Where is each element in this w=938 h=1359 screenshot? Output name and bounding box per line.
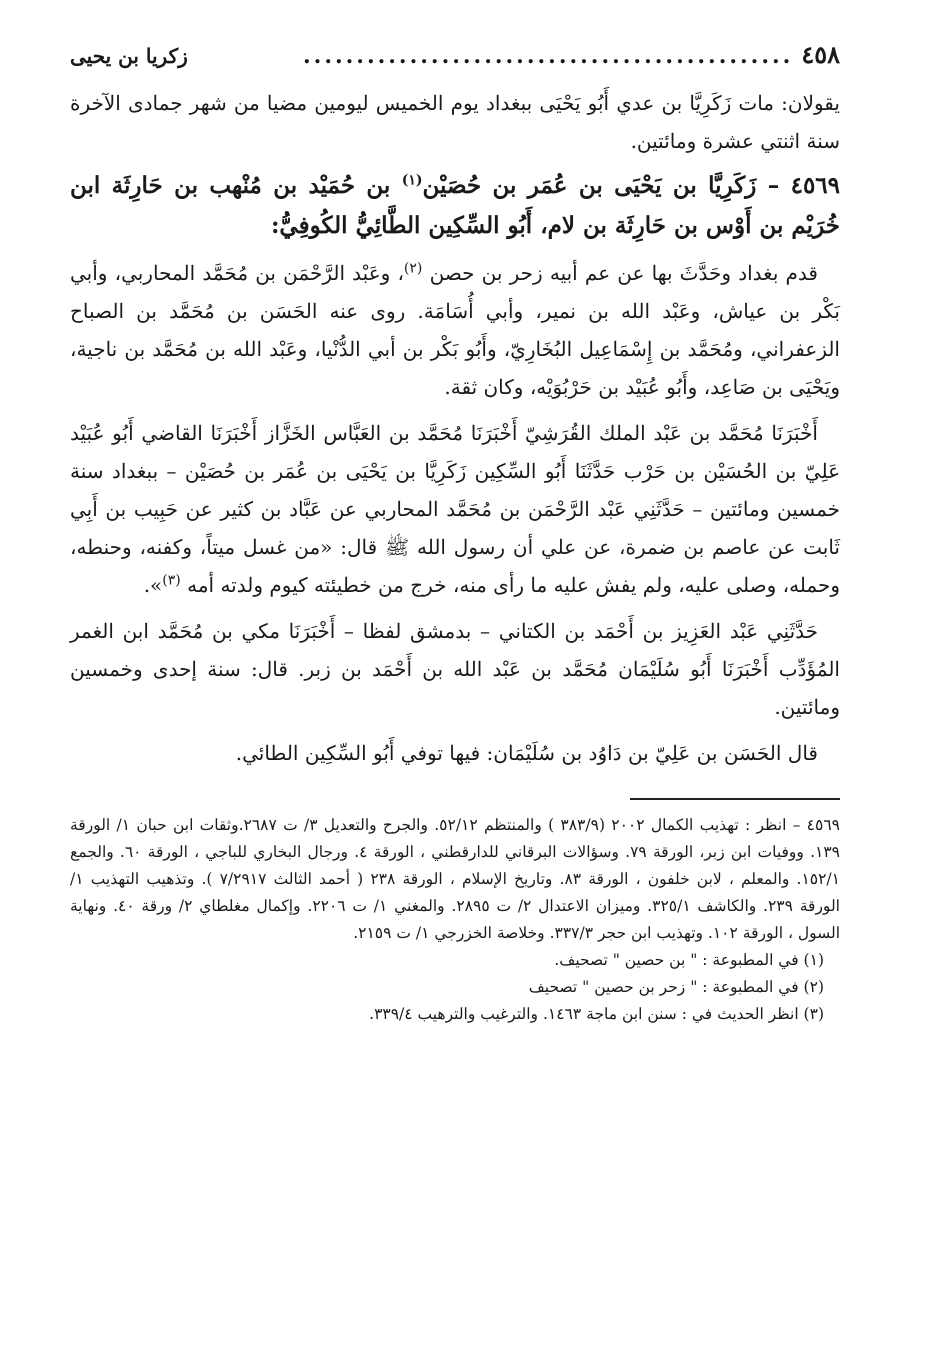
chain-paragraph: حَدَّثَنِي عَبْد العَزِيز بن أَحْمَد بن الكتاني – بدمشق لفظا – أَخْبَرَنَا مكي بن مُحَمَّد ابن الغمر المُؤَدِّب أَخْبَرَنَا أَبُو سُلَيْمَان مُحَمَّد بن عَبْد الله بن أَحْمَد بن زبر. قال: سنة إحدى وخمسين ومائتين. xyxy=(70,619,840,719)
footnote-1: (١) في المطبوعة : " بن حصين " تصحيف. xyxy=(554,951,824,969)
entry-heading xyxy=(70,166,840,246)
footnote-marker-2: (٢) xyxy=(403,260,423,277)
biography-text-part2: ، وعَبْد الرَّحْمَن بن مُحَمَّد المحاربي، وأبي بَكْر بن عياش، وعَبْد الله بن نمير، وأبي أُسَامَة. روى عنه الحَسَن بن مُحَمَّد بن الصباح الزعفراني، ومُحَمَّد بن إِسْمَاعِيل البُخَارِيّ، وأَبُو بَكْر بن أبي الدُّنْيا، وعَبْد الله بن مُحَمَّد بن ناجية، ويَحْيَى بن صَاعِد، وأَبُو عُبَيْد بن حَرْبُوَيْه، وكان ثقة. xyxy=(70,261,840,399)
hadith-paragraph xyxy=(70,414,840,604)
entry-title-part1: – زَكَرِيَّا بن يَحْيَى بن عُمَر بن حُصَيْن xyxy=(422,172,780,199)
footnote-marker-1: (١) xyxy=(401,172,423,189)
footnote-divider xyxy=(630,798,840,800)
running-title: زكريا بن يحيى xyxy=(70,44,188,68)
page-header xyxy=(70,40,840,84)
hadith-closing: ». xyxy=(143,573,163,597)
footnote-3: (٣) انظر الحديث في : سنن ابن ماجة ١٤٦٣. والترغيب والترهيب ٣٣٩/٤. xyxy=(369,1005,824,1023)
entry-number: ٤٥٦٩ xyxy=(790,172,841,199)
entry-title-part2: بن حُمَيْد بن مُنْهب بن حَارِثَة ابن خُرَيْم بن أَوْس بن حَارِثَة بن لام، أَبُو السِّكِين الطَّائِيُّ الكُوفِيُّ: xyxy=(70,172,840,239)
page-number: ٤٥٨ xyxy=(801,40,840,69)
biography-paragraph xyxy=(70,254,840,406)
hadith-text: أَخْبَرَنَا مُحَمَّد بن عَبْد الملك القُرَشِيّ أَخْبَرَنَا مُحَمَّد بن العَبَّاس الخَزَّاز أَخْبَرَنَا القاضي أَبُو عُبَيْد عَلِيّ بن الحُسَيْن بن حَرْب حَدَّثَنَا أَبُو السِّكِين زَكَرِيَّا بن يَحْيَى بن عُمَر بن حُصَيْن – ببغداد سنة خمسين ومائتين – حَدَّثَنِي عَبْد الرَّحْمَن بن مُحَمَّد المحاربي عن عَبَّاد بن كثير عن حَبِيب بن أَبِي ثَابت عن عاصم بن ضمرة، عن علي أن رسول الله ﷺ قال: «من غسل ميتاً، وكفنه، وحنطه، وحمله، وصلى عليه، ولم يفش عليه ما رأى منه، خرج من خطيئته كيوم ولدته أمه xyxy=(70,421,841,597)
book-page xyxy=(70,40,840,1028)
footnote-marker-3: (٣) xyxy=(162,572,181,589)
footnote-2: (٢) في المطبوعة : " زحر بن حصين " تصحيف xyxy=(528,978,824,996)
death-paragraph: قال الحَسَن بن عَلِيّ بن دَاوُد بن سُلَيْمَان: فيها توفي أَبُو السِّكِين الطائي. xyxy=(235,741,818,765)
biography-text-part1: قدم بغداد وحَدَّثَ بها عن عم أبيه زحر بن حصن xyxy=(429,261,818,285)
footnote-sources: ٤٥٦٩ – انظر : تهذيب الكمال ٢٠٠٢ (٣٨٣/٩ ) والمنتظم ٥٢/١٢. والجرح والتعديل ٣/ ت ٢٦٨٧.وثقات ابن حبان ١/ الورقة ١٣٩. ووفيات ابن زبر، الورقة ٧٩. وسؤالات البرقاني للدارقطني ، الورقة ٤. ورجال البخاري للباجي ، الورقة ٦٠. والجمع ١٥٢/١. والمعلم ، لابن خلفون ، الورقة ٨٣. وتاريخ الإسلام ، الورقة ٢٣٨ ( أحمد الثالث ٧/٢٩١٧ ). وتذهيب التهذيب ١/ الورقة ٢٣٩. والكاشف ٣٢٥/١. وميزان الاعتدال ٢/ ت ٢٨٩٥. والمغني ١/ ت ٢٢٠٦. وإكمال مغلطاي ٢/ ورقة ٤٠. ونهاية السول ، الورقة ١٠٢. وتهذيب ابن حجر ٣٣٧/٣. وخلاصة الخزرجي ١/ ت ٢١٥٩. xyxy=(70,816,840,942)
intro-paragraph: يقولان: مات زَكَرِيَّا بن عدي أَبُو يَحْيَى ببغداد يوم الخميس ليومين مضيا من شهر جمادى الآخرة سنة اثنتي عشرة ومائتين. xyxy=(70,91,840,153)
header-dot-leader: .............................................. xyxy=(303,43,794,69)
